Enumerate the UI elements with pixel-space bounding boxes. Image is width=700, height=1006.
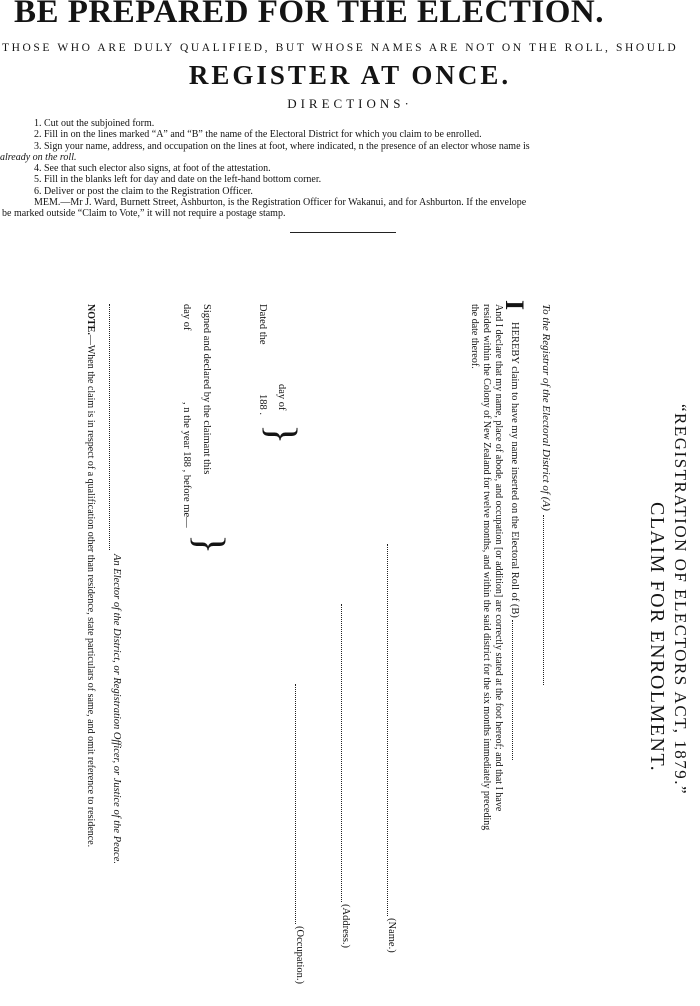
note-label: NOTE. [85,304,96,335]
claim-form [10,244,700,1004]
year-label: 188 . [257,394,268,415]
direction-item: 6. Deliver or post the claim to the Registration Officer. [34,185,253,197]
headline: BE PREPARED FOR THE ELECTION. [14,0,604,30]
declaration-line: the date thereof. [469,304,480,369]
name-field[interactable] [387,544,388,916]
brace-glyph: } [258,424,304,445]
memo-line: be marked outside “Claim to Vote,” it will not require a postage stamp. [2,208,286,220]
subheadline: THOSE WHO ARE DULY QUALIFIED, BUT WHOSE NAMES ARE NOT ON THE ROLL, SHOULD [2,42,679,54]
elector-label: An Elector of the District, or Registration Officer, or Justice of the Peace. [111,554,122,864]
witness-field[interactable] [109,304,110,550]
day-of-label: day of [276,384,287,411]
occupation-field[interactable] [295,684,296,924]
directions-heading: DIRECTIONS· [287,96,413,111]
signed-line: Signed and declared by the claimant this [201,304,212,475]
divider-rule [290,232,396,233]
claim-line [509,322,520,760]
dated-label: Dated the [257,304,268,345]
direction-item: 4. See that such elector also signs, at foot of the attestation. [34,163,271,175]
note-text: —When the claim is in respect of a qualification other than residence, state particulars of same, and omit reference to residence. [85,334,96,848]
memo-line: MEM.—Mr J. Ward, Burnett Street, Ashburton, is the Registration Officer for Wakanui, and for Ashburton. If the envelope [34,197,527,209]
address-label: (Address.) [340,904,351,949]
footnote [85,304,96,847]
claim-text: HEREBY claim to have my name inserted on the Electoral Roll of (B) [509,322,520,618]
declaration-line: And I declare that my name, place of abode, and occupation [or addition] are correctly stated at the foot hereof; and that I have [493,304,504,812]
brace-glyph: } [186,534,232,555]
directions-list [0,118,700,220]
form-title: “REGISTRATION OF ELECTORS ACT, 1879.” [671,404,690,796]
address-field[interactable] [341,604,342,902]
district-a-field[interactable] [543,515,544,685]
registrar-text: To the Registrar of the Electoral District of (A) [540,304,552,511]
direction-item: 2. Fill in on the lines marked “A” and “B” the name of the Electoral District for which you claim to be enrolled. [34,129,482,141]
name-label: (Name.) [386,918,397,953]
occupation-label: (Occupation.) [294,926,305,985]
direction-item: 5. Fill in the blanks left for day and date on the left-hand bottom corner. [34,174,322,186]
registrar-line [540,304,552,685]
district-b-field[interactable] [512,620,513,760]
direction-item: 3. Sign your name, address, and occupation on the lines at foot, where indicated, n the presence of an elector whose name is [34,140,530,152]
in-year-label: , n the year 188 , before me— [181,402,192,528]
declaration-line: resided within the Colony of New Zealand for twelve months, and within the said district for the six months immediately preceding [481,304,492,831]
form-subtitle: CLAIM FOR ENROLMENT. [646,502,668,773]
signed-day-label: day of [181,304,192,331]
register-heading: REGISTER AT ONCE. [188,60,512,90]
direction-item: already on the roll. [0,151,77,163]
direction-item: 1. Cut out the subjoined form. [34,118,155,129]
drop-cap: I [500,300,529,311]
